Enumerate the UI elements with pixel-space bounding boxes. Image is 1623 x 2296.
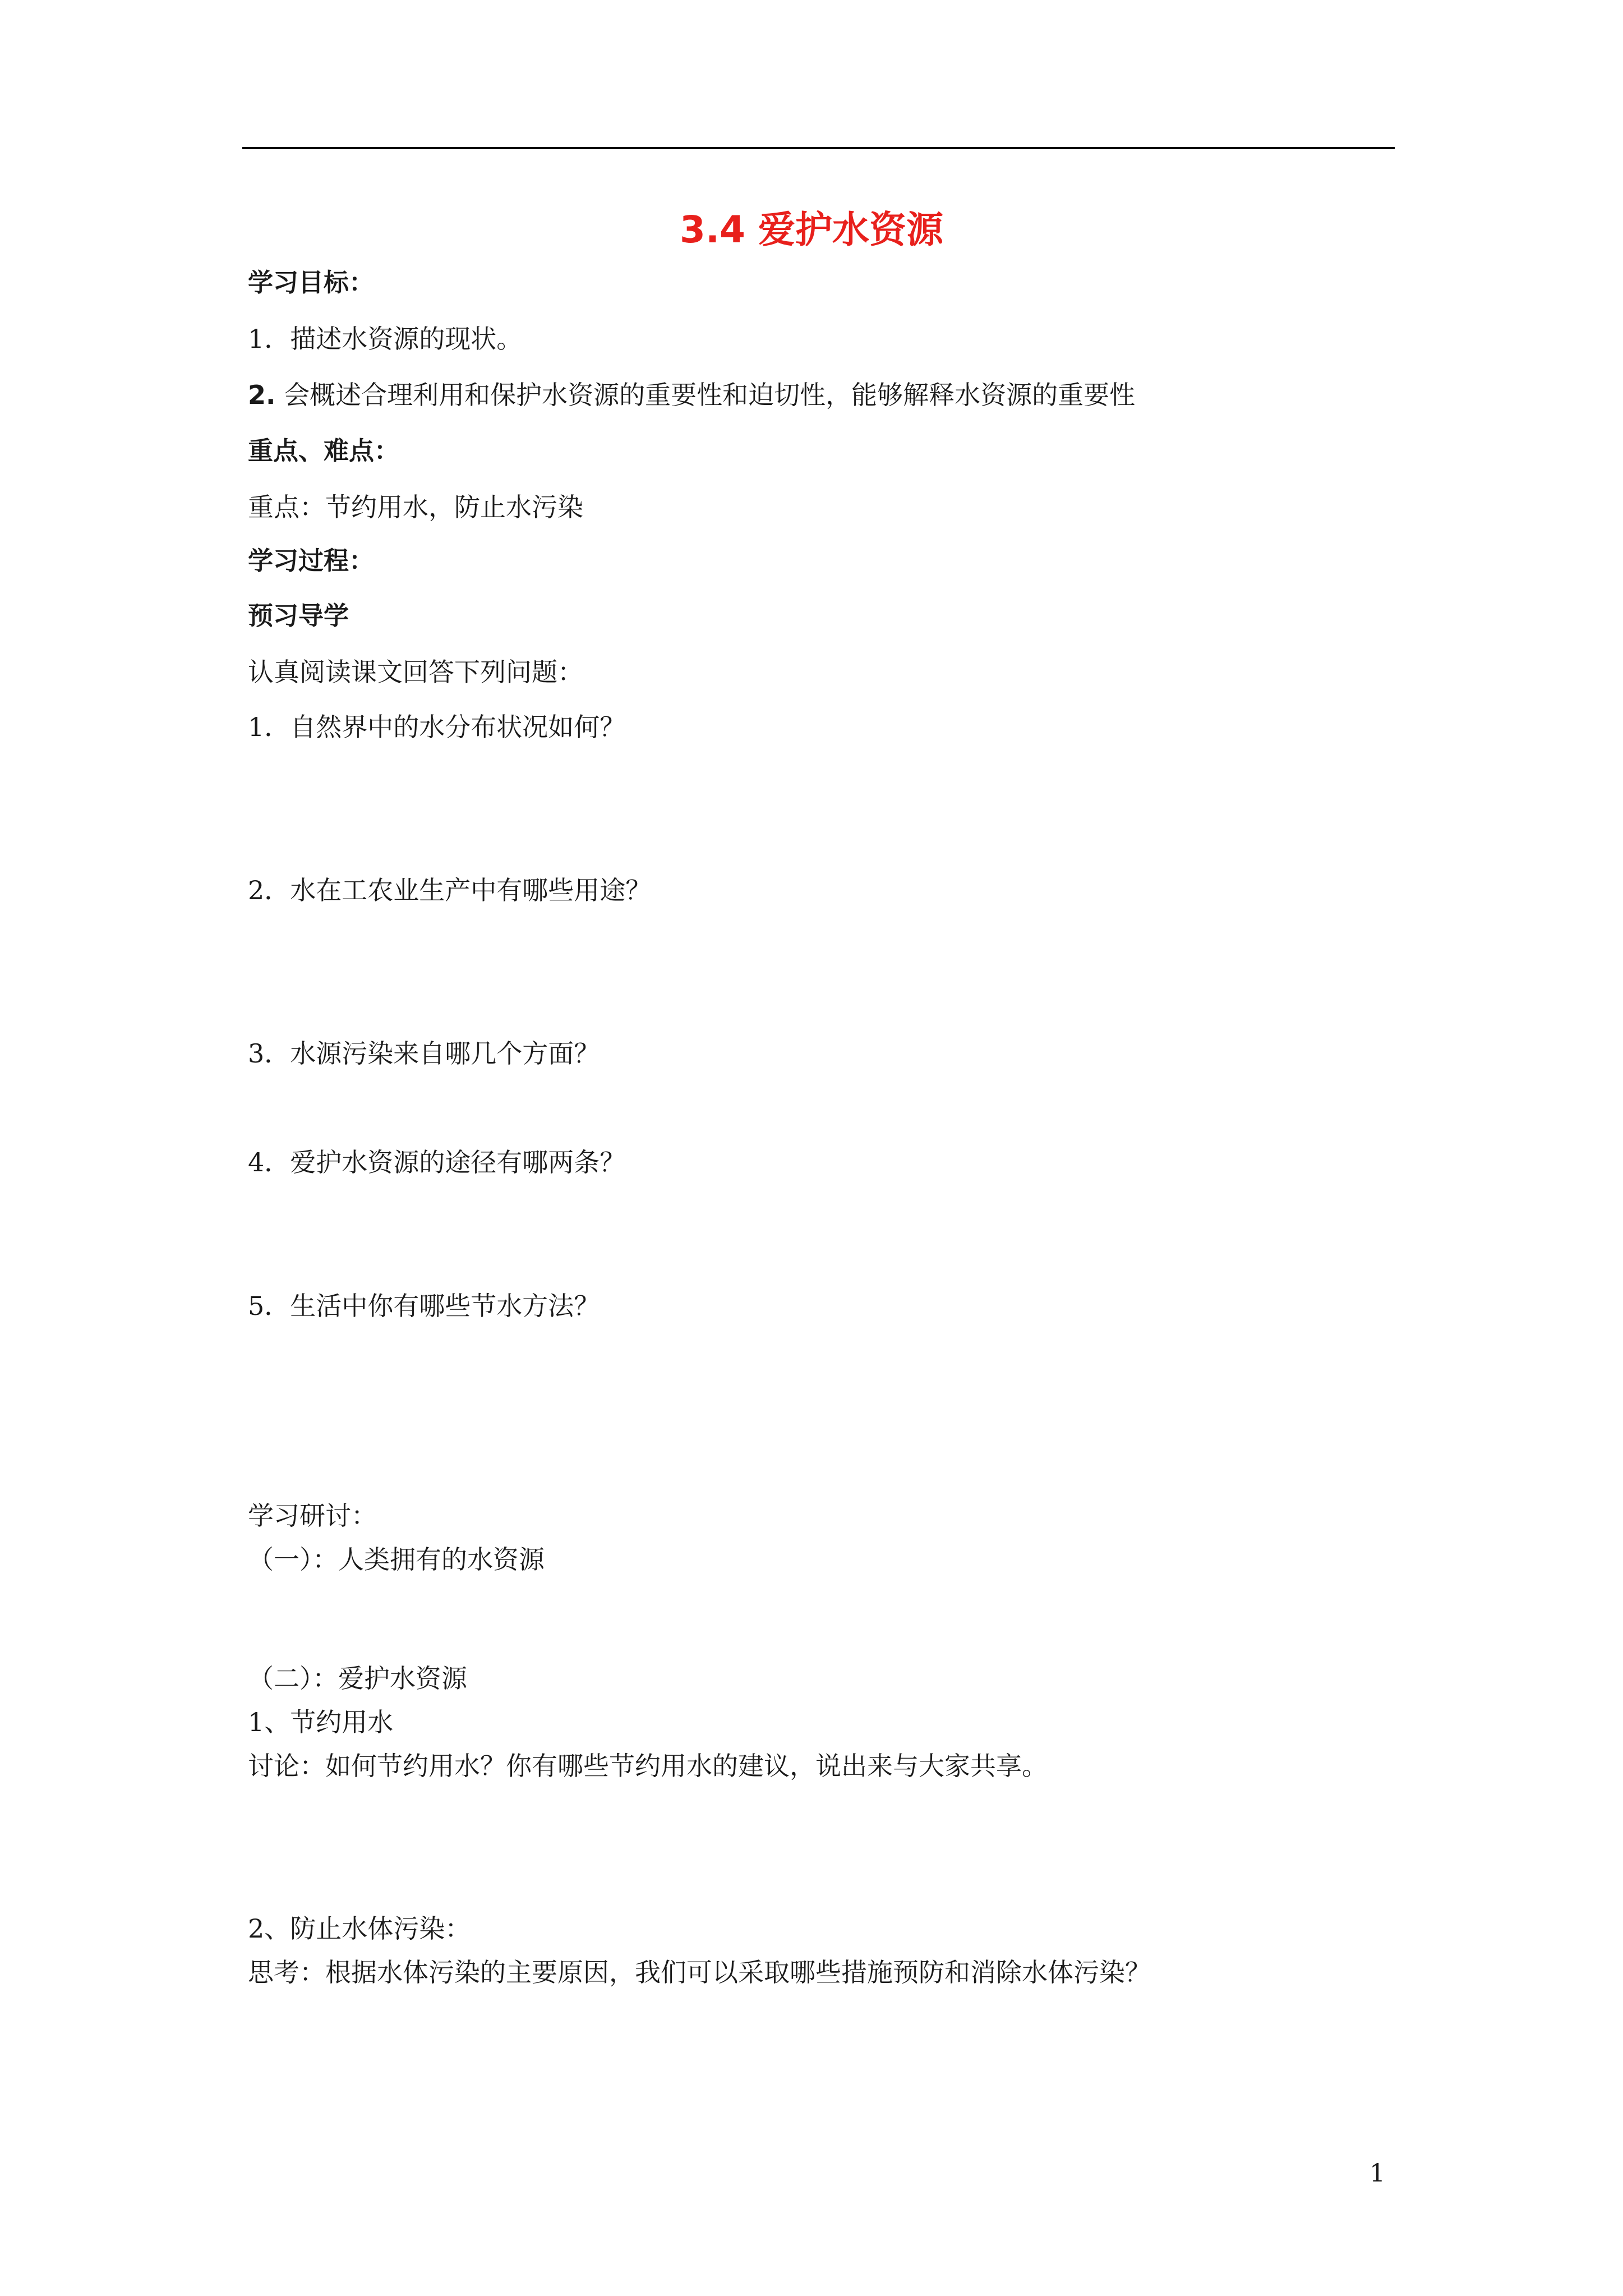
preview-question-1: 1．自然界中的水分布状况如何？: [248, 712, 626, 742]
save-water-heading: 1、节约用水: [248, 1707, 394, 1737]
preview-question-3: 3．水源污染来自哪几个方面？: [248, 1038, 600, 1069]
discussion-part-2: （二）：爱护水资源: [248, 1663, 467, 1694]
header-rule: [242, 147, 1395, 149]
page-number: 1: [1370, 2159, 1385, 2188]
preview-instruction: 认真阅读课文回答下列问题：: [248, 657, 583, 687]
preview-question-4: 4．爱护水资源的途径有哪两条？: [248, 1147, 626, 1177]
process-heading: 学习过程：: [248, 546, 375, 576]
key-points-heading: 重点、难点：: [248, 436, 400, 466]
save-water-discussion: 讨论：如何节约用水？你有哪些节约用水的建议，说出来与大家共享。: [248, 1751, 1048, 1781]
prevent-pollution-heading: 2、防止水体污染：: [248, 1913, 471, 1944]
preview-question-2: 2．水在工农业生产中有哪些用途？: [248, 875, 652, 905]
objective-item-1: 1．描述水资源的现状。: [248, 324, 523, 354]
objective-item-2: [248, 377, 1135, 413]
prevent-pollution-question: 思考：根据水体污染的主要原因，我们可以采取哪些措施预防和消除水体污染？: [248, 1957, 1151, 1987]
discussion-part-1: （一）：人类拥有的水资源: [248, 1544, 545, 1575]
key-points-text: 重点：节约用水，防止水污染: [248, 492, 583, 522]
objective-item-2-number: 2.: [248, 380, 276, 410]
page-title: 3.4 爱护水资源: [680, 208, 943, 251]
preview-heading: 预习导学: [248, 601, 349, 631]
preview-question-5: 5．生活中你有哪些节水方法？: [248, 1291, 600, 1321]
discussion-heading: 学习研讨：: [248, 1501, 377, 1531]
objectives-heading: 学习目标：: [248, 268, 375, 297]
objective-item-2-text: 会概述合理利用和保护水资源的重要性和迫切性，能够解释水资源的重要性: [275, 380, 1136, 410]
